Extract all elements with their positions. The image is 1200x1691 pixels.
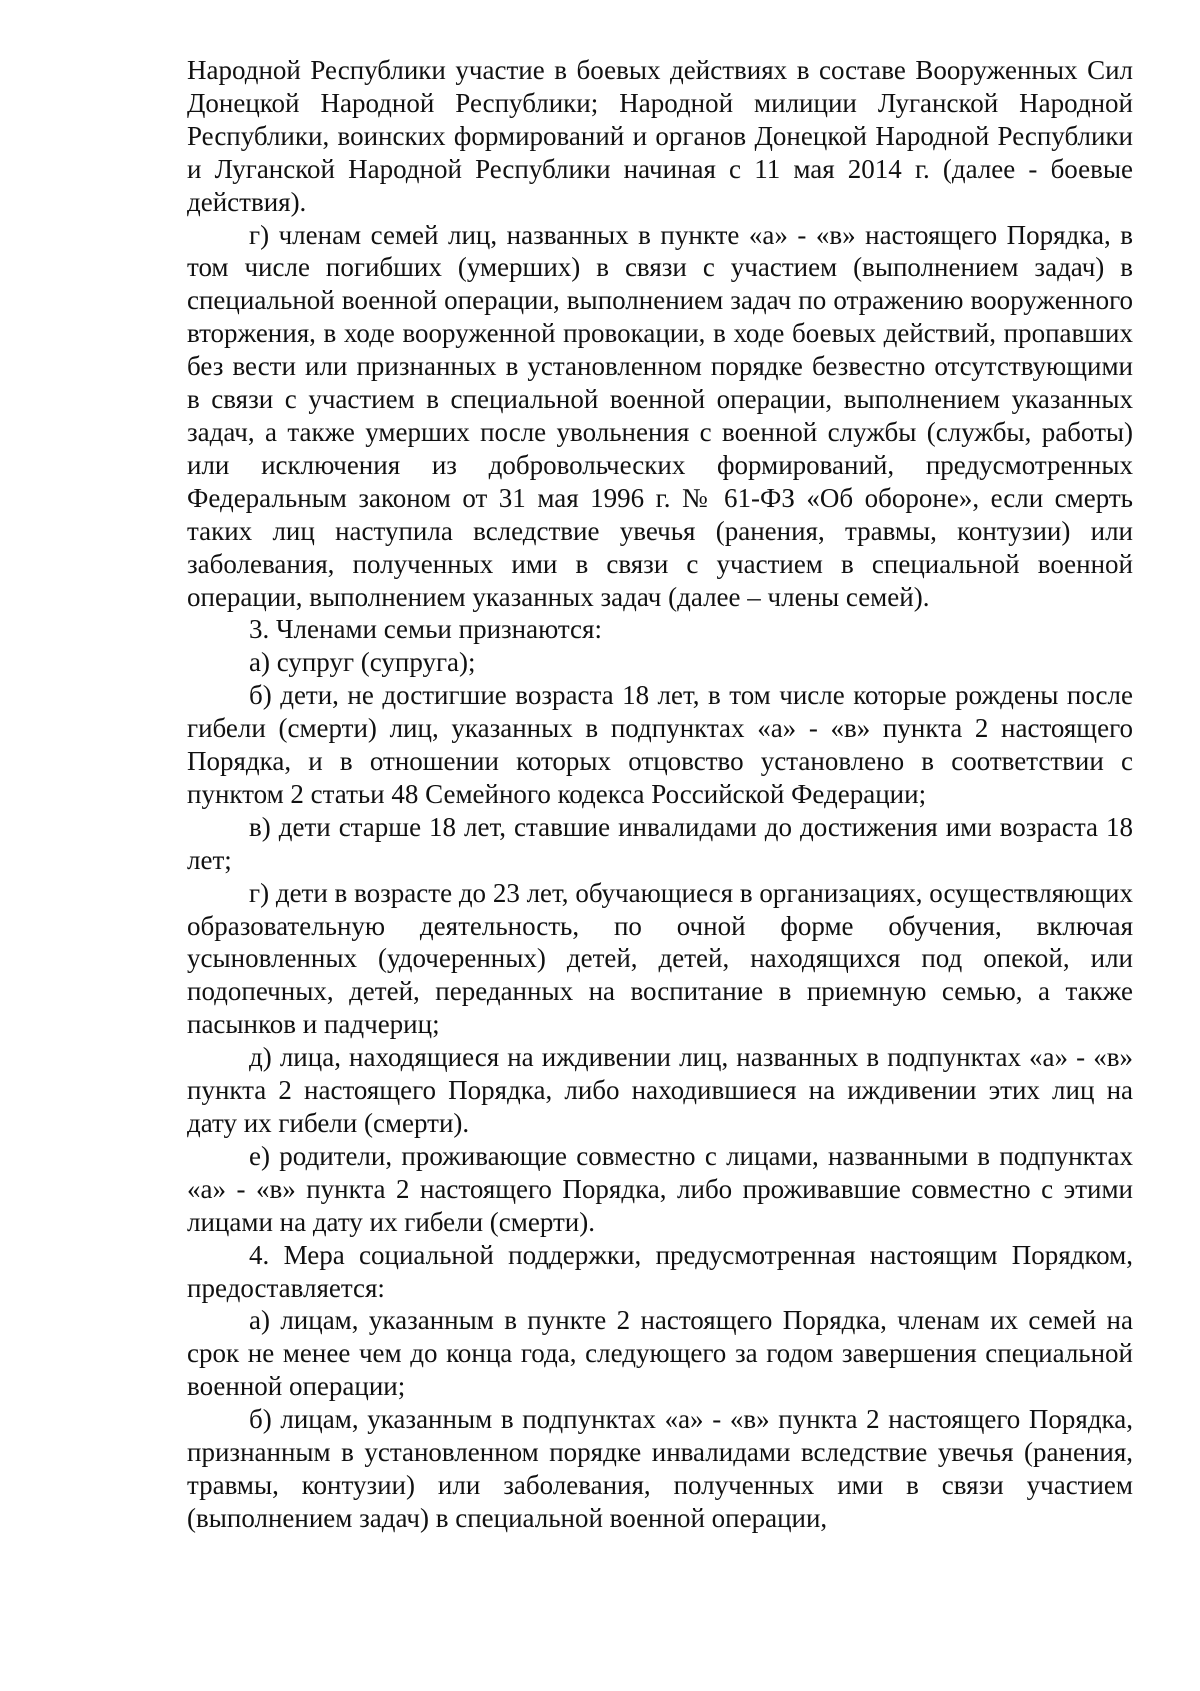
document-body (187, 54, 1133, 1535)
paragraph-item-e-parents: е) родители, проживающие совместно с лицами, названными в подпунктах «а» - «в» пункта 2 настоящего Порядка, либо проживавшие совместно с этими лицами на дату их гибели (смерти). (187, 1140, 1133, 1237)
paragraph-item-a-term: а) лицам, указанным в пункте 2 настоящего Порядка, членам их семей на срок не менее чем до конца года, следующего за годом завершения специальной военной операции; (187, 1305, 1133, 1402)
paragraph-item-g-students: г) дети в возрасте до 23 лет, обучающиеся в организациях, осуществляющих образовательную деятельность, по очной форме обучения, включая усыновленных (удочеренных) детей, детей, находящихся под опекой, или подопечных, детей, переданных на воспитание в приемную семью, а также пасынков и падчериц; (187, 877, 1133, 1040)
paragraph-item-b-disabled-persons: б) лицам, указанным в подпунктах «а» - «в» пункта 2 настоящего Порядка, признанным в установленном порядке инвалидами вследствие увечья (ранения, травмы, контузии) или заболевания, полученных ими в связи участием (выполнением задач) в специальной военной операции, (187, 1404, 1133, 1533)
paragraph-item-v-disabled-children: в) дети старше 18 лет, ставшие инвалидами до достижения ими возраста 18 лет; (187, 811, 1133, 875)
paragraph-item-b-children-under-18: б) дети, не достигшие возраста 18 лет, в том числе которые рождены после гибели (смерти) лиц, указанных в подпунктах «а» - «в» пункта 2 настоящего Порядка, и в отношении которых отцовство установлено в соответствии с пунктом 2 статьи 48 Семейного кодекса Российской Федерации; (187, 680, 1133, 809)
paragraph-section-3: 3. Членами семьи признаются: (249, 614, 602, 645)
paragraph-item-g-family-members: г) членам семей лиц, названных в пункте «а» - «в» настоящего Порядка, в том числе погибших (умерших) в связи с участием (выполнением задач) в специальной военной операции, выполнением задач по отражению вооруженного вторжения, в ходе вооруженной провокации, в ходе боевых действий, пропавших без вести или признанных в установленном порядке безвестно отсутствующими в связи с участием в специальной военной операции, выполнением указанных задач, а также умерших после увольнения с военной службы (службы, работы) или исключения из добровольческих формирований, предусмотренных Федеральным законом от 31 мая 1996 г. № 61-ФЗ «Об обороне», если смерть таких лиц наступила вследствие увечья (ранения, травмы, контузии) или заболевания, полученных ими в связи с участием в специальной военной операции, выполнением указанных задач (далее – члены семей). (187, 219, 1133, 612)
paragraph-item-a-spouse: а) супруг (супруга); (249, 647, 476, 678)
paragraph-item-d-dependents: д) лица, находящиеся на иждивении лиц, названных в подпунктах «а» - «в» пункта 2 настоящего Порядка, либо находившиеся на иждивении этих лиц на дату их гибели (смерти). (187, 1042, 1133, 1138)
paragraph-section-4: 4. Мера социальной поддержки, предусмотренная настоящим Порядком, предоставляется: (187, 1239, 1133, 1303)
paragraph-continuation: Народной Республики участие в боевых действиях в составе Вооруженных Сил Донецкой Народной Республики; Народной милиции Луганской Народной Республики, воинских формирований и органов Донецкой Народной Республики и Луганской Народной Республики начиная с 11 мая 2014 г. (далее - боевые действия). (187, 55, 1133, 217)
